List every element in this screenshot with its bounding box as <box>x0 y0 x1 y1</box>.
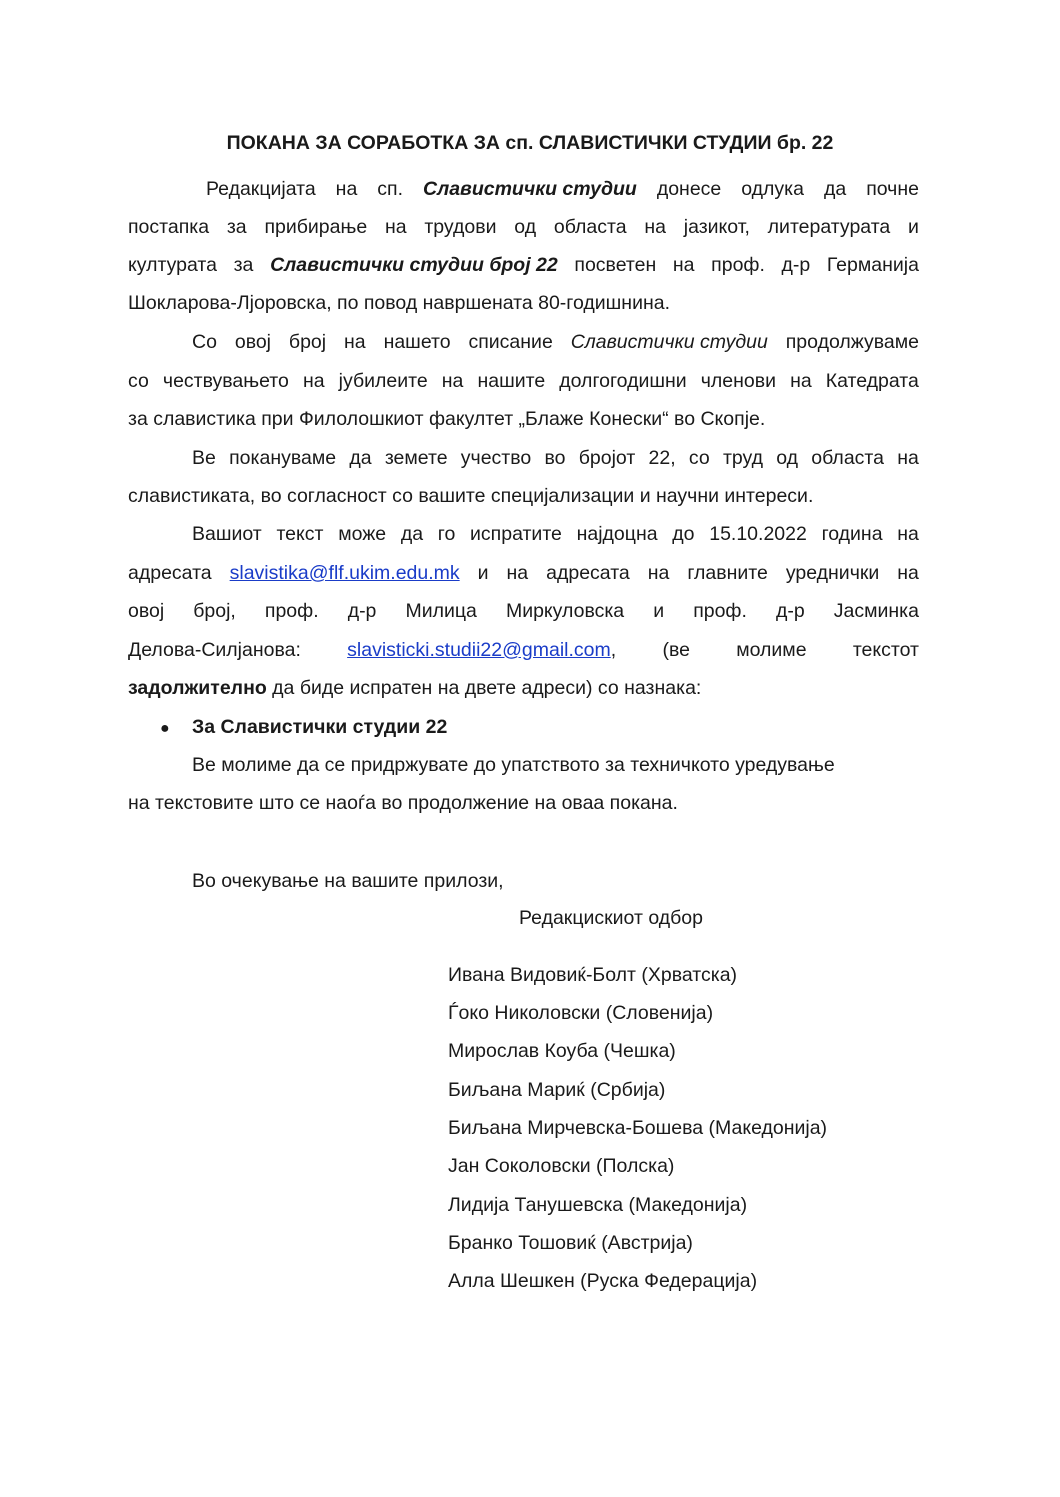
paragraph-2-line-2: со чествувањето на јубилеите на нашите долгогодишни членови на Катедрата <box>128 370 919 392</box>
paragraph-4-line-4: Делова-Силјанова: slavisticki.studii22@gmail.com, (ве молиме текстот <box>128 639 919 661</box>
issue-emphasis: Славистички студии број 22 <box>270 254 558 276</box>
paragraph-1-line-2: постапка за прибирање на трудови од областа на јазикот, литературата и <box>128 216 919 238</box>
paragraph-4-line-5: задолжително да биде испратен на двете адреси) со назнака: <box>128 677 702 699</box>
paragraph-4-line-3: овој број, проф. д-р Милица Миркуловска и проф. д-р Јасминка <box>128 600 919 622</box>
board-member: Лидија Танушевска (Македонија) <box>448 1194 748 1216</box>
editorial-board-title: Редакцискиот одбор <box>519 907 703 929</box>
board-member: Биљана Мирчевска-Бошева (Македонија) <box>448 1117 828 1139</box>
board-member: Бранко Тошовиќ (Австрија) <box>448 1232 693 1254</box>
paragraph-5-line-2: на текстовите што се наоѓа во продолжение на оваа покана. <box>128 792 678 814</box>
board-member: Мирослав Коуба (Чешка) <box>448 1040 676 1062</box>
paragraph-3-line-1: Ве покануваме да земете учество во бројот 22, со труд од областа на <box>192 447 919 469</box>
paragraph-1-line-3: културата за Славистички студии број 22 посветен на проф. д-р Германија <box>128 250 919 280</box>
board-member: Ѓоко Николовски (Словенија) <box>448 1002 714 1024</box>
paragraph-4-line-1: Вашиот текст може да го испратите најдоцна до 15.10.2022 година на <box>192 523 919 545</box>
bullet-item <box>160 712 447 742</box>
bullet-icon: ● <box>160 720 170 737</box>
email-link-studii22[interactable]: slavisticki.studii22@gmail.com <box>347 639 611 661</box>
paragraph-2-line-3: за славистика при Филолошкиот факултет „Блаже Конески“ во Скопје. <box>128 408 766 430</box>
paragraph-5-line-1: Ве молиме да се придржувате до упатството за техничкото уредување <box>192 754 835 776</box>
board-member: Алла Шешкен (Руска Федерација) <box>448 1270 758 1292</box>
paragraph-1-line-1: Редакцијата на сп. Славистички студии донесе одлука да почне <box>128 174 919 204</box>
document-title: ПОКАНА ЗА СОРАБОТКА ЗА сп. СЛАВИСТИЧКИ СТУДИИ бр. 22 <box>226 132 834 154</box>
paragraph-4-line-2: адресата slavistika@flf.ukim.edu.mk и на адресата на главните уреднички на <box>128 558 919 588</box>
paragraph-1-line-4: Шокларова-Лјоровска, по повод навршената 80-годишнина. <box>128 292 670 314</box>
email-link-slavistika[interactable]: slavistika@flf.ukim.edu.mk <box>229 562 460 584</box>
paragraph-2-line-1: Со овој број на нашето списание Славистички студии продолжуваме <box>128 327 919 357</box>
closing-line: Во очекување на вашите прилози, <box>192 870 504 892</box>
board-member: Јан Соколовски (Полска) <box>448 1155 675 1177</box>
paragraph-3-line-2: славистиката, во согласност со вашите специјализации и научни интереси. <box>128 485 814 507</box>
journal-name-emphasis: Славистички студии <box>423 178 637 200</box>
bullet-text: За Славистички студии 22 <box>192 716 448 738</box>
journal-name-italic: Славистички студии <box>570 331 768 353</box>
board-member: Биљана Мариќ (Србија) <box>448 1079 666 1101</box>
mandatory-emphasis: задолжително <box>128 677 267 699</box>
board-member: Ивана Видовиќ-Болт (Хрватска) <box>448 964 738 986</box>
